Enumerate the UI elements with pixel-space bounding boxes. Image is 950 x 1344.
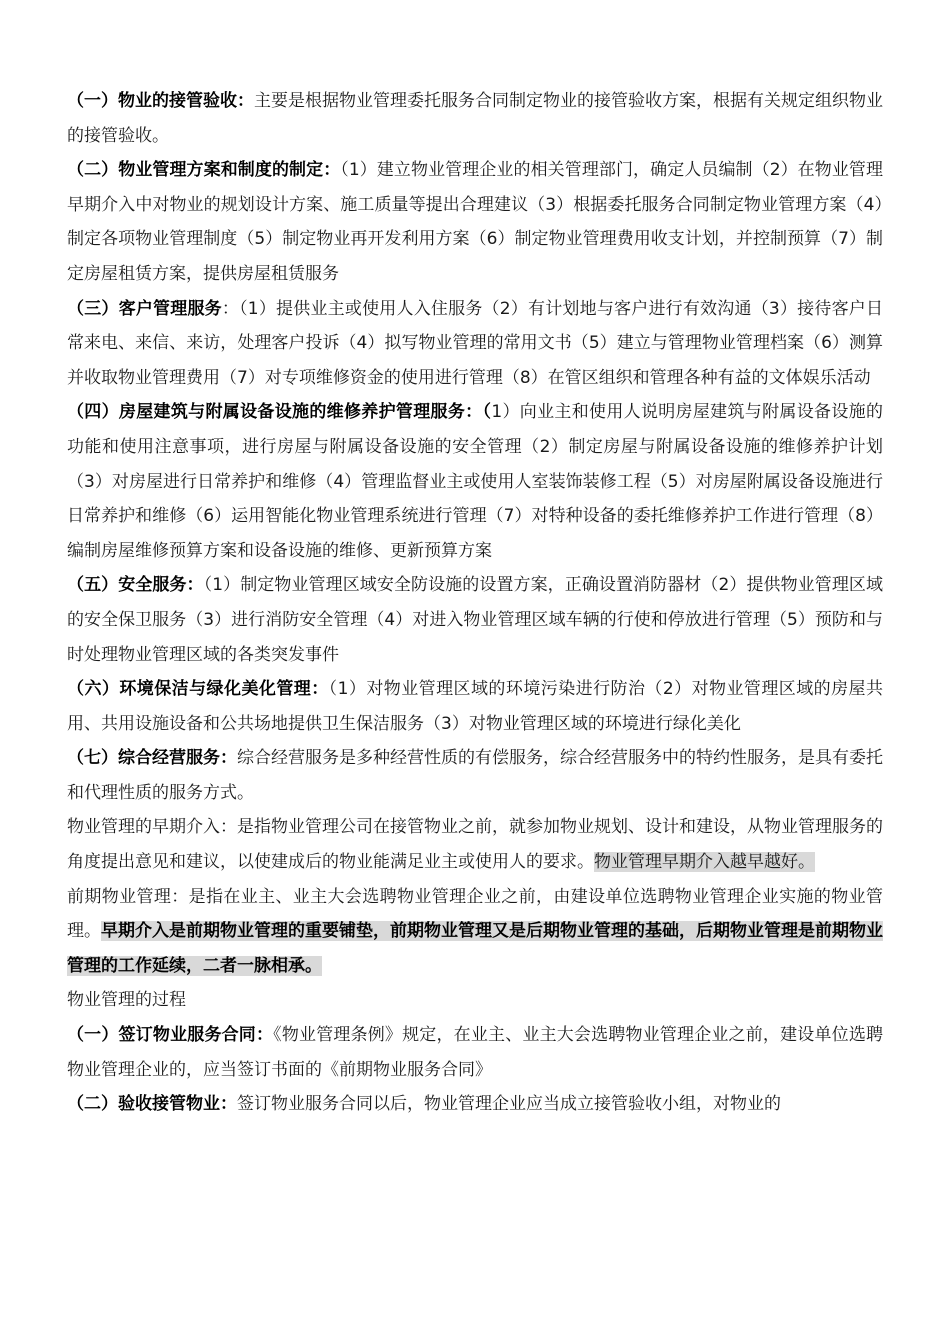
paragraph-early-intervention [67, 810, 883, 879]
paragraph-customer-service [67, 292, 883, 396]
highlighted-bold-text: 早期介入是前期物业管理的重要铺垫，前期物业管理又是后期物业管理的基础，后期物业管理是前期物业管理的工作延续，二者一脉相承。 [67, 921, 883, 976]
paragraph-preliminary-management [67, 880, 883, 984]
heading: （三）客户管理服务 [67, 298, 222, 319]
paragraph-business-service [67, 741, 883, 810]
body-text: （1）制定物业管理区域安全防设施的设置方案，正确设置消防器材（2）提供物业管理区域的安全保卫服务（3）进行消防安全管理（4）对进入物业管理区域车辆的行使和停放进行管理（5）预防和与时处理物业管理区域的各类突发事件 [67, 575, 884, 665]
paragraph-sign-contract [67, 1018, 883, 1087]
heading: （二）验收接管物业： [67, 1094, 237, 1115]
paragraph-maintenance-service [67, 395, 883, 568]
heading: （五）安全服务： [67, 575, 204, 596]
body-text: 签订物业服务合同以后，物业管理企业应当成立接管验收小组，对物业的 [237, 1094, 781, 1115]
body-text: 《物业管理条例》规定，在业主、业主大会选聘物业管理企业之前，建设单位选聘物业管理企业的，应当签订书面的《前期物业服务合同》 [67, 1025, 884, 1080]
heading: （一）签订物业服务合同： [67, 1025, 274, 1046]
heading: （二）物业管理方案和制度的制定： [67, 160, 341, 181]
body-text: （1）建立物业管理企业的相关管理部门，确定人员编制（2）在物业管理早期介入中对物业的规划设计方案、施工质量等提出合理建议（3）根据委托服务合同制定物业管理方案（4）制定各项物业管理制度（5）制定物业再开发利用方案（6）制定物业管理费用收支计划，并控制预算（7）制定房屋租赁方案，提供房屋租赁服务 [67, 160, 884, 284]
heading: （七）综合经营服务： [67, 748, 237, 769]
paragraph-security-service [67, 568, 883, 672]
heading: （六）环境保洁与绿化美化管理： [67, 679, 329, 700]
heading: （一）物业的接管验收： [67, 91, 254, 111]
paragraph-process-title [67, 983, 883, 1018]
body-text: 物业管理的过程 [67, 990, 186, 1011]
body-text: ：（1）提供业主或使用人入住服务（2）有计划地与客户进行有效沟通（3）接待客户日常来电、来信、来访，处理客户投诉（4）拟写物业管理的常用文书（5）建立与管理物业管理档案（6）测算并收取物业管理费用（7）对专项维修资金的使用进行管理（8）在管区组织和管理各种有益的文体娱乐活动 [67, 298, 883, 388]
document-page [67, 84, 883, 1122]
body-text: 1）向业主和使用人说明房屋建筑与附属设备设施的功能和使用注意事项，进行房屋与附属设备设施的安全管理（2）制定房屋与附属设备设施的维修养护计划（3）对房屋进行日常养护和维修（4）管理监督业主或使用人室装饰装修工程（5）对房屋附属设备设施进行日常养护和维修（6）运用智能化物业管理系统进行管理（7）对特种设备的委托维修养护工作进行管理（8）编制房屋维修预算方案和设备设施的维修、更新预算方案 [67, 402, 883, 561]
body-text: 综合经营服务是多种经营性质的有偿服务，综合经营服务中的特约性服务，是具有委托和代理性质的服务方式。 [67, 748, 883, 803]
highlighted-text: 物业管理早期介入越早越好。 [594, 852, 815, 873]
paragraph-acceptance [67, 1087, 883, 1122]
paragraph-management-plan [67, 153, 883, 291]
body-text: 前期物业管理：是指在业主、业主大会选聘物业管理企业之前，由建设单位选聘物业管理企业实施的物业管理。 [67, 886, 883, 942]
heading: （四）房屋建筑与附属设备设施的维修养护管理服务：（ [67, 402, 492, 423]
body-text: 物业管理的早期介入：是指物业管理公司在接管物业之前，就参加物业规划、设计和建设，从物业管理服务的角度提出意见和建议，以使建成后的物业能满足业主或使用人的要求。 [67, 817, 883, 873]
paragraph-takeover-acceptance [67, 84, 883, 153]
body-text: （1）对物业管理区域的环境污染进行防治（2）对物业管理区域的房屋共用、共用设施设备和公共场地提供卫生保洁服务（3）对物业管理区域的环境进行绿化美化 [67, 679, 884, 734]
body-text: 主要是根据物业管理委托服务合同制定物业的接管验收方案，根据有关规定组织物业的接管验收。 [67, 91, 883, 146]
paragraph-environment [67, 672, 883, 741]
